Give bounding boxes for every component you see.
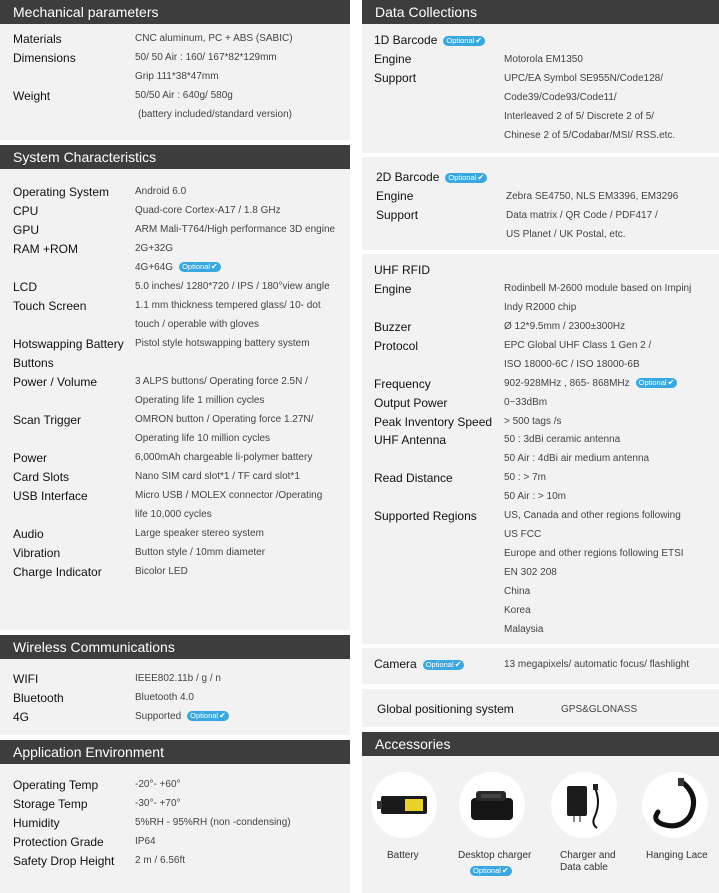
card-slots-value: Nano SIM card slot*1 / TF card slot*1 (135, 471, 300, 482)
battery-label: Battery (387, 850, 419, 861)
usb-value-2: life 10,000 cycles (135, 509, 212, 520)
antenna-2: 50 Air : 4dBi air medium antenna (504, 453, 650, 464)
dimensions-value: 50/ 50 Air : 160/ 167*82*129mm (135, 52, 277, 63)
wifi-value: IEEE802.11b / g / n (135, 673, 221, 684)
weight-value: 50/50 Air : 640g/ 580g (135, 90, 233, 101)
optional-badge (636, 378, 678, 388)
charge-indicator-value: Bicolor LED (135, 566, 188, 577)
antenna-1: 50 : 3dBi ceramic antenna (504, 434, 621, 445)
divider (362, 153, 719, 157)
protocol-1: EPC Global UHF Class 1 Gen 2 / (504, 340, 652, 351)
dimensions-label: Dimensions (13, 51, 76, 65)
battery-image (371, 772, 437, 838)
b1-support-label: Support (374, 71, 417, 85)
accessories-header: Accessories (362, 732, 719, 756)
b2-engine-value: Zebra SE4750, NLS EM3396, EM3296 (506, 191, 679, 202)
bluetooth-label: Bluetooth (13, 691, 64, 705)
usb-label: USB Interface (13, 489, 88, 503)
protocol-2: ISO 18000-6C / ISO 18000-6B (504, 359, 640, 370)
operating-temp-value: -20°- +60° (135, 779, 181, 790)
check-icon: ✔ (667, 378, 675, 388)
touch-value-2: touch / operable with gloves (135, 319, 259, 330)
regions-4: EN 302 208 (504, 567, 557, 578)
regions-5: China (504, 586, 531, 597)
read-distance-1: 50 : > 7m (504, 472, 546, 483)
peak-speed-label: Peak Inventory Speed (374, 415, 493, 429)
read-distance-2: 50 Air : > 10m (504, 491, 566, 502)
frequency-value (504, 378, 677, 389)
divider (362, 644, 719, 648)
b1-support-2: Code39/Code93/Code11/ (504, 92, 617, 103)
power-volume-label: Power / Volume (13, 375, 98, 389)
optional-badge-text: Optional (425, 659, 454, 669)
barcode-1d-text: 1D Barcode (374, 33, 438, 47)
protocol-label: Protocol (374, 339, 419, 353)
rfid-engine-label: Engine (374, 282, 412, 296)
check-icon: ✔ (219, 711, 226, 721)
read-distance-label: Read Distance (374, 471, 453, 485)
camera-label-text: Camera (374, 657, 417, 671)
wireless-header: Wireless Communications (0, 635, 350, 659)
4g-value (135, 711, 229, 722)
lcd-label: LCD (13, 280, 38, 294)
optional-badge-text: Optional (448, 172, 477, 182)
antenna-label: UHF Antenna (374, 433, 447, 447)
wireless-panel (0, 635, 350, 735)
b2-support-2: US Planet / UK Postal, etc. (506, 229, 626, 240)
optional-badge-text: Optional (446, 35, 475, 45)
charge-indicator-label: Charge Indicator (13, 565, 102, 579)
peak-speed-value: > 500 tags /s (504, 416, 562, 427)
optional-badge (423, 660, 465, 670)
system-panel (0, 145, 350, 630)
weight-label: Weight (13, 89, 51, 103)
optional-badge-text: Optional (182, 262, 211, 272)
mechanical-header: Mechanical parameters (0, 0, 350, 24)
b2-engine-label: Engine (376, 189, 414, 203)
wifi-label: WIFI (13, 672, 39, 686)
regions-6: Korea (504, 605, 531, 616)
drop-height-value: 2 m / 6.56ft (135, 855, 186, 866)
b2-support-label: Support (376, 208, 419, 222)
mechanical-panel (0, 0, 350, 140)
regions-3: Europe and other regions following ETSI (504, 548, 684, 559)
charger-cable-label-1: Charger and (560, 850, 616, 861)
scan-value-2: Operating life 10 million cycles (135, 433, 271, 444)
cpu-value: Quad-core Cortex-A17 / 1.8 GHz (135, 205, 281, 216)
gpu-value: ARM Mali-T764/High performance 3D engine (135, 224, 336, 235)
b1-support-1: UPC/EA Symbol SE955N/Code128/ (504, 73, 663, 84)
optional-badge (445, 173, 487, 183)
gps-label: Global positioning system (377, 702, 514, 716)
protection-value: IP64 (135, 836, 156, 847)
scan-value-1: OMRON button / Operating force 1.27N/ (135, 414, 314, 425)
cpu-label: CPU (13, 204, 39, 218)
hanging-lace-image (642, 772, 708, 838)
scan-label: Scan Trigger (13, 413, 82, 427)
check-icon: ✔ (211, 262, 218, 272)
output-power-label: Output Power (374, 396, 448, 410)
accessories-panel (362, 732, 719, 893)
check-icon: ✔ (501, 866, 509, 876)
frequency-value-text: 902-928MHz , 865- 868MHz (504, 378, 630, 389)
rfid-engine-1: Rodinbell M-2600 module based on Impinj (504, 283, 692, 294)
os-value: Android 6.0 (135, 186, 187, 197)
vibration-value: Button style / 10mm diameter (135, 547, 266, 558)
optional-badge (179, 262, 221, 272)
environment-header: Application Environment (0, 740, 350, 764)
data-header: Data Collections (362, 0, 719, 24)
audio-value: Large speaker stereo system (135, 528, 264, 539)
4g-value-text: Supported (135, 711, 182, 722)
gps-value: GPS&GLONASS (561, 704, 638, 715)
weight-note: (battery included/standard version) (138, 109, 292, 120)
audio-label: Audio (13, 527, 44, 541)
charger-cable-image (551, 772, 617, 838)
optional-badge (470, 866, 512, 876)
gpu-label: GPU (13, 223, 40, 237)
os-label: Operating System (13, 185, 110, 199)
divider (362, 250, 719, 254)
usb-value-1: Micro USB / MOLEX connector /Operating (135, 490, 323, 501)
buzzer-value: Ø 12*9.5mm / 2300±300Hz (504, 321, 626, 332)
touch-label: Touch Screen (13, 299, 87, 313)
barcode-1d-label (374, 33, 485, 47)
b1-engine-label: Engine (374, 52, 412, 66)
grip-value: Grip 111*38*47mm (135, 71, 219, 82)
operating-temp-label: Operating Temp (13, 778, 99, 792)
optional-badge-text: Optional (638, 378, 667, 388)
optional-badge (443, 36, 485, 46)
regions-7: Malaysia (504, 624, 544, 635)
divider (362, 684, 719, 689)
camera-value: 13 megapixels/ automatic focus/ flashlight (504, 659, 690, 670)
optional-badge-text: Optional (190, 711, 219, 721)
lanyard-icon (642, 772, 708, 838)
buttons-label: Buttons (13, 356, 54, 370)
charger-cable-label-2: Data cable (560, 862, 608, 873)
optional-badge (187, 711, 229, 721)
protection-label: Protection Grade (13, 835, 104, 849)
humidity-label: Humidity (13, 816, 60, 830)
optional-badge-text: Optional (473, 866, 501, 876)
materials-label: Materials (13, 32, 62, 46)
desktop-charger-image (459, 772, 525, 838)
b1-support-4: Chinese 2 of 5/Codabar/MSI/ RSS.etc. (504, 130, 676, 141)
desktop-charger-label: Desktop charger (458, 850, 532, 861)
output-power-value: 0~33dBm (504, 397, 548, 408)
card-slots-label: Card Slots (13, 470, 70, 484)
vibration-label: Vibration (13, 546, 61, 560)
b1-support-3: Interleaved 2 of 5/ Discrete 2 of 5/ (504, 111, 655, 122)
humidity-value: 5%RH - 95%RH (non -condensing) (135, 817, 291, 828)
ram-value-2 (135, 262, 221, 273)
ram-value-2-text: 4G+64G (135, 262, 174, 273)
power-label: Power (13, 451, 48, 465)
camera-label (374, 657, 464, 671)
power-volume-value-1: 3 ALPS buttons/ Operating force 2.5N / (135, 376, 308, 387)
4g-label: 4G (13, 710, 30, 724)
check-icon: ✔ (454, 659, 462, 669)
ram-label: RAM +ROM (13, 242, 79, 256)
rfid-engine-2: Indy R2000 chip (504, 302, 577, 313)
b1-engine-value: Motorola EM1350 (504, 54, 583, 65)
b2-support-1: Data matrix / QR Code / PDF417 / (506, 210, 658, 221)
power-adapter-icon (551, 772, 617, 838)
frequency-label: Frequency (374, 377, 431, 391)
charger-icon (459, 772, 525, 838)
lcd-value: 5.0 inches/ 1280*720 / IPS / 180°view angle (135, 281, 330, 292)
power-volume-value-2: Operating life 1 million cycles (135, 395, 265, 406)
check-icon: ✔ (475, 35, 483, 45)
storage-temp-value: -30°- +70° (135, 798, 181, 809)
barcode-2d-text: 2D Barcode (376, 170, 440, 184)
regions-label: Supported Regions (374, 509, 477, 523)
touch-value-1: 1.1 mm thickness tempered glass/ 10- dot (135, 300, 321, 311)
charger-optional (470, 866, 512, 877)
environment-panel (0, 740, 350, 893)
drop-height-label: Safety Drop Height (13, 854, 115, 868)
regions-2: US FCC (504, 529, 542, 540)
storage-temp-label: Storage Temp (13, 797, 88, 811)
regions-1: US, Canada and other regions following (504, 510, 681, 521)
rfid-label: UHF RFID (374, 263, 430, 277)
barcode-2d-label (376, 170, 487, 184)
hotswap-label: Hotswapping Battery (13, 337, 124, 351)
power-value: 6,000mAh chargeable li-polymer battery (135, 452, 313, 463)
battery-icon (371, 772, 437, 838)
check-icon: ✔ (477, 172, 485, 182)
hanging-lace-label: Hanging Lace (646, 850, 708, 861)
hotswap-value: Pistol style hotswapping battery system (135, 338, 310, 349)
buzzer-label: Buzzer (374, 320, 412, 334)
materials-value: CNC aluminum, PC + ABS (SABIC) (135, 33, 293, 44)
system-header: System Characteristics (0, 145, 350, 169)
ram-value-1: 2G+32G (135, 243, 174, 254)
bluetooth-value: Bluetooth 4.0 (135, 692, 194, 703)
